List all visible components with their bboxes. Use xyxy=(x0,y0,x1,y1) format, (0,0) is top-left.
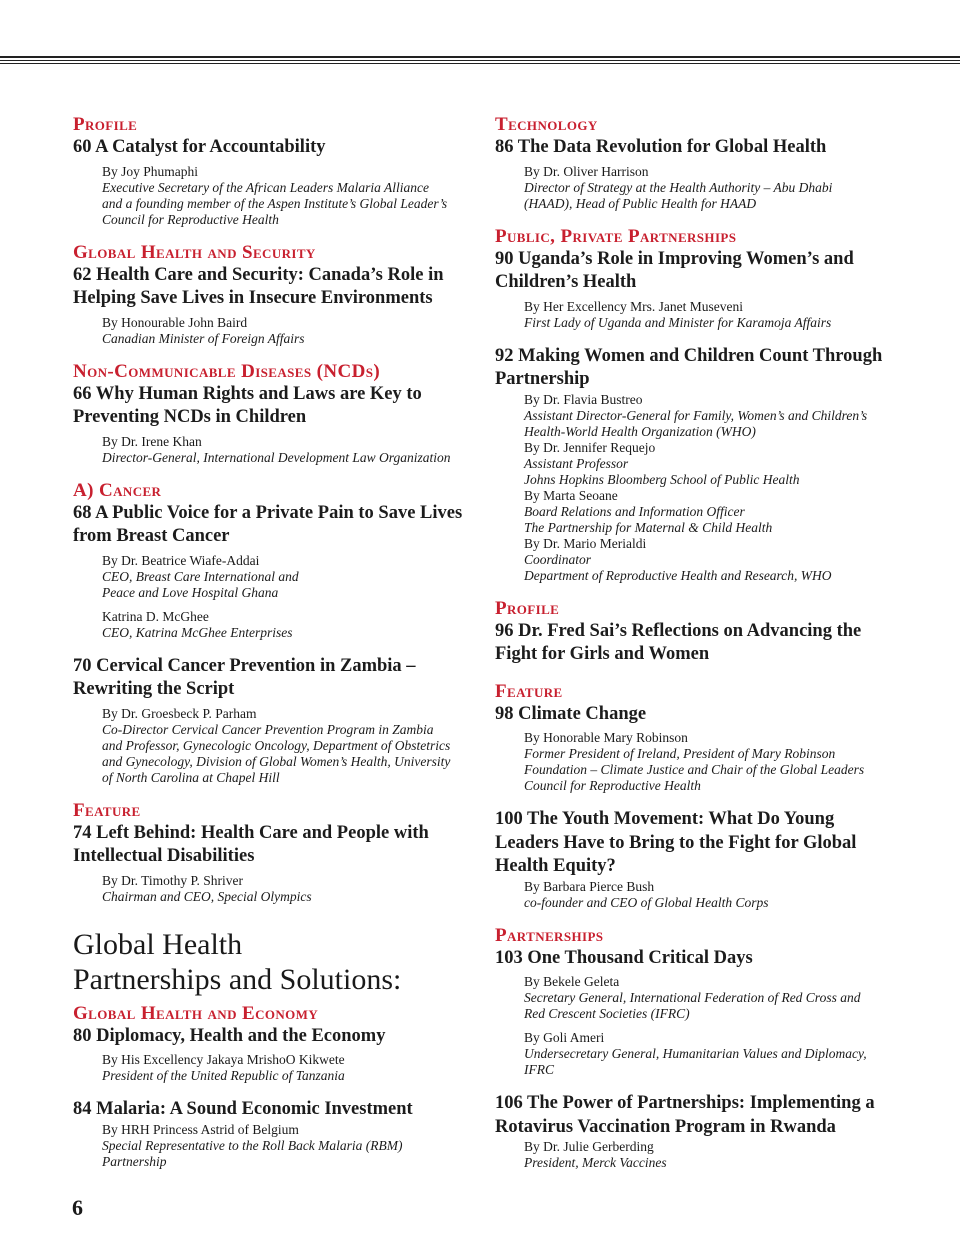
section-heading-a-cancer: A) Cancer xyxy=(73,479,162,501)
author-name: By Goli Ameri xyxy=(524,1030,605,1045)
author-affiliation: Department of Reproductive Health and Research, WHO xyxy=(524,567,832,583)
author-name: By Dr. Julie Gerberding xyxy=(524,1139,654,1154)
author-name: By Dr. Flavia Bustreo xyxy=(524,391,643,407)
author-affiliation: Assistant Director-General for Family, Women’s and Children’s xyxy=(524,407,868,423)
toc-entry[interactable] xyxy=(73,383,468,466)
section-heading-feature: Feature xyxy=(495,680,563,702)
toc-entry[interactable] xyxy=(495,1092,895,1171)
toc-entry-title[interactable]: 103 One Thousand Critical Days xyxy=(495,947,753,968)
toc-entry-title[interactable]: 106 The Power of Partnerships: Implementing a Rotavirus Vaccination Program in Rwanda xyxy=(495,1093,875,1137)
author-name: By Joy Phumaphi xyxy=(102,163,199,179)
toc-entry[interactable] xyxy=(73,136,468,228)
author-block xyxy=(524,392,895,440)
author-name: By Her Excellency Mrs. Janet Museveni xyxy=(524,298,743,314)
author-affiliation: Director of Strategy at the Health Authority – Abu Dhabi xyxy=(524,179,833,195)
section-heading-global-health-and-economy: Global Health and Economy xyxy=(73,1002,319,1024)
left-column xyxy=(73,114,468,1184)
page-number: 6 xyxy=(72,1195,83,1220)
author-affiliation: Co-Director Cervical Cancer Prevention Program in Zambia xyxy=(102,721,434,737)
author-block xyxy=(524,1030,895,1078)
toc-entry[interactable] xyxy=(73,1025,468,1085)
author-name: By Marta Seoane xyxy=(524,487,618,503)
author-name: By HRH Princess Astrid of Belgium xyxy=(102,1121,299,1137)
author-block xyxy=(102,1122,468,1170)
author-affiliation: Council for Reproductive Health xyxy=(524,778,701,793)
author-affiliation: President, Merck Vaccines xyxy=(524,1155,667,1170)
author-block xyxy=(524,879,895,911)
toc-entry[interactable] xyxy=(495,345,895,584)
author-affiliation: Red Crescent Societies (IFRC) xyxy=(524,1006,690,1021)
author-affiliation: Board Relations and Information Officer xyxy=(524,503,745,519)
toc-entry-title[interactable]: 92 Making Women and Children Count Through Partnership xyxy=(495,345,883,389)
author-affiliation: CEO, Breast Care International and xyxy=(102,568,299,584)
author-name: By Honourable John Baird xyxy=(102,314,248,330)
author-block xyxy=(102,873,468,905)
author-block xyxy=(524,536,895,584)
author-name: By Dr. Jennifer Requejo xyxy=(524,439,656,455)
toc-entry-title[interactable]: 68 A Public Voice for a Private Pain to Save Lives from Breast Cancer xyxy=(73,502,463,546)
author-affiliation: Council for Reproductive Health xyxy=(102,211,279,227)
section-heading-profile: Profile xyxy=(73,114,138,135)
section-heading-non-communicable-diseases-ncds: Non-Communicable Diseases (NCDs) xyxy=(73,360,381,382)
toc-entry[interactable] xyxy=(73,264,468,347)
author-name: By Dr. Groesbeck P. Parham xyxy=(102,705,257,721)
toc-entry-title[interactable]: 74 Left Behind: Health Care and People with Intellectual Disabilities xyxy=(73,822,429,866)
author-affiliation: Secretary General, International Federation of Red Cross and xyxy=(524,990,861,1005)
toc-entry[interactable] xyxy=(495,620,895,667)
author-affiliation: First Lady of Uganda and Minister for Karamoja Affairs xyxy=(524,314,832,330)
author-block xyxy=(102,553,468,601)
author-affiliation: (HAAD), Head of Public Health for HAAD xyxy=(524,195,757,211)
section-heading-technology: Technology xyxy=(495,114,598,135)
section-heading-global-health-and-security: Global Health and Security xyxy=(73,241,316,263)
toc-entry-title[interactable]: 80 Diplomacy, Health and the Economy xyxy=(73,1025,386,1046)
header-rules xyxy=(0,56,960,64)
author-affiliation: of North Carolina at Chapel Hill xyxy=(102,769,280,785)
big-heading xyxy=(73,927,468,997)
author-affiliation: Undersecretary General, Humanitarian Values and Diplomacy, IFRC xyxy=(524,1046,867,1077)
toc-entry-title[interactable]: 96 Dr. Fred Sai’s Reflections on Advancing the Fight for Girls and Women xyxy=(495,620,862,664)
author-block xyxy=(524,440,895,488)
author-name: By Dr. Mario Merialdi xyxy=(524,535,647,551)
author-block xyxy=(524,488,895,536)
toc-entry-title[interactable]: 100 The Youth Movement: What Do Young Leaders Have to Bring to the Fight for Global Health Equity? xyxy=(495,809,857,876)
big-heading-line-1: Global Health xyxy=(73,927,243,961)
author-block xyxy=(524,299,895,331)
author-affiliation: and a founding member of the Aspen Institute’s Global Leader’s xyxy=(102,195,448,211)
toc-entry-title[interactable]: 84 Malaria: A Sound Economic Investment xyxy=(73,1099,413,1119)
author-affiliation: Assistant Professor xyxy=(524,455,629,471)
toc-entry[interactable] xyxy=(73,822,468,905)
author-affiliation: and Gynecology, Division of Global Women’s Health, University xyxy=(102,753,451,769)
toc-entry-title[interactable]: 90 Uganda’s Role in Improving Women’s and Children’s Health xyxy=(495,248,854,292)
author-block xyxy=(102,315,468,347)
toc-entry-title[interactable]: 66 Why Human Rights and Laws are Key to Preventing NCDs in Children xyxy=(73,383,422,427)
author-block xyxy=(102,609,468,641)
author-block xyxy=(524,164,895,212)
author-affiliation: Chairman and CEO, Special Olympics xyxy=(102,888,312,904)
toc-entry[interactable] xyxy=(495,947,895,1079)
author-name: By Dr. Beatrice Wiafe-Addai xyxy=(102,552,260,568)
author-affiliation: Johns Hopkins Bloomberg School of Public Health xyxy=(524,471,800,487)
author-affiliation: Executive Secretary of the African Leaders Malaria Alliance xyxy=(102,179,430,195)
author-name: By His Excellency Jakaya MrishoO Kikwete xyxy=(102,1052,345,1067)
toc-entry-title[interactable]: 70 Cervical Cancer Prevention in Zambia – Rewriting the Script xyxy=(73,655,416,699)
author-block xyxy=(524,974,895,1022)
author-affiliation: Former President of Ireland, President of Mary Robinson xyxy=(524,746,836,761)
toc-entry-title[interactable]: 98 Climate Change xyxy=(495,703,647,724)
author-block xyxy=(102,434,468,466)
right-column xyxy=(495,114,895,1185)
toc-entry[interactable] xyxy=(495,248,895,331)
author-affiliation: Special Representative to the Roll Back Malaria (RBM) xyxy=(102,1137,403,1153)
author-name: By Bekele Geleta xyxy=(524,974,620,989)
author-affiliation: co-founder and CEO of Global Health Corps xyxy=(524,894,769,910)
author-name: By Barbara Pierce Bush xyxy=(524,878,655,894)
author-affiliation: The Partnership for Maternal & Child Health xyxy=(524,519,773,535)
section-heading-feature: Feature xyxy=(73,799,141,821)
toc-entry[interactable] xyxy=(73,1098,468,1170)
author-name: By Dr. Irene Khan xyxy=(102,433,202,449)
author-block xyxy=(102,1052,468,1084)
toc-entry[interactable] xyxy=(495,808,895,911)
author-affiliation: and Professor, Gynecologic Oncology, Department of Obstetrics xyxy=(102,737,451,753)
author-affiliation: Peace and Love Hospital Ghana xyxy=(102,584,279,600)
author-affiliation: Partnership xyxy=(102,1153,167,1169)
author-block xyxy=(524,1139,895,1171)
author-affiliation: Coordinator xyxy=(524,551,592,567)
author-affiliation: CEO, Katrina McGhee Enterprises xyxy=(102,624,293,640)
toc-entry-title[interactable]: 86 The Data Revolution for Global Health xyxy=(495,137,827,157)
author-name: By Dr. Oliver Harrison xyxy=(524,163,649,179)
author-block xyxy=(102,164,468,228)
author-affiliation: Foundation – Climate Justice and Chair of the Global Leaders xyxy=(524,762,865,777)
author-affiliation: President of the United Republic of Tanzania xyxy=(102,1068,345,1083)
toc-entry[interactable] xyxy=(495,703,895,795)
toc-entry[interactable] xyxy=(73,655,468,786)
author-name: By Dr. Timothy P. Shriver xyxy=(102,872,244,888)
author-block xyxy=(524,730,895,794)
toc-entry[interactable] xyxy=(73,502,468,641)
author-affiliation: Director-General, International Development Law Organization xyxy=(102,449,451,465)
section-heading-profile: Profile xyxy=(495,597,560,619)
toc-entry-title[interactable]: 62 Health Care and Security: Canada’s Role in Helping Save Lives in Insecure Environments xyxy=(73,264,444,308)
section-heading-partnerships: Partnerships xyxy=(495,924,604,946)
toc-entry-title[interactable]: 60 A Catalyst for Accountability xyxy=(73,137,326,157)
author-name: Katrina D. McGhee xyxy=(102,608,209,624)
toc-entry[interactable] xyxy=(495,136,895,212)
section-heading-public-private-partnerships: Public, Private Partnerships xyxy=(495,225,737,247)
author-affiliation: Canadian Minister of Foreign Affairs xyxy=(102,330,305,346)
big-heading-line-2: Partnerships and Solutions: xyxy=(73,962,402,996)
author-block xyxy=(102,706,468,786)
author-affiliation: Health-World Health Organization (WHO) xyxy=(524,423,756,439)
author-name: By Honorable Mary Robinson xyxy=(524,730,688,745)
